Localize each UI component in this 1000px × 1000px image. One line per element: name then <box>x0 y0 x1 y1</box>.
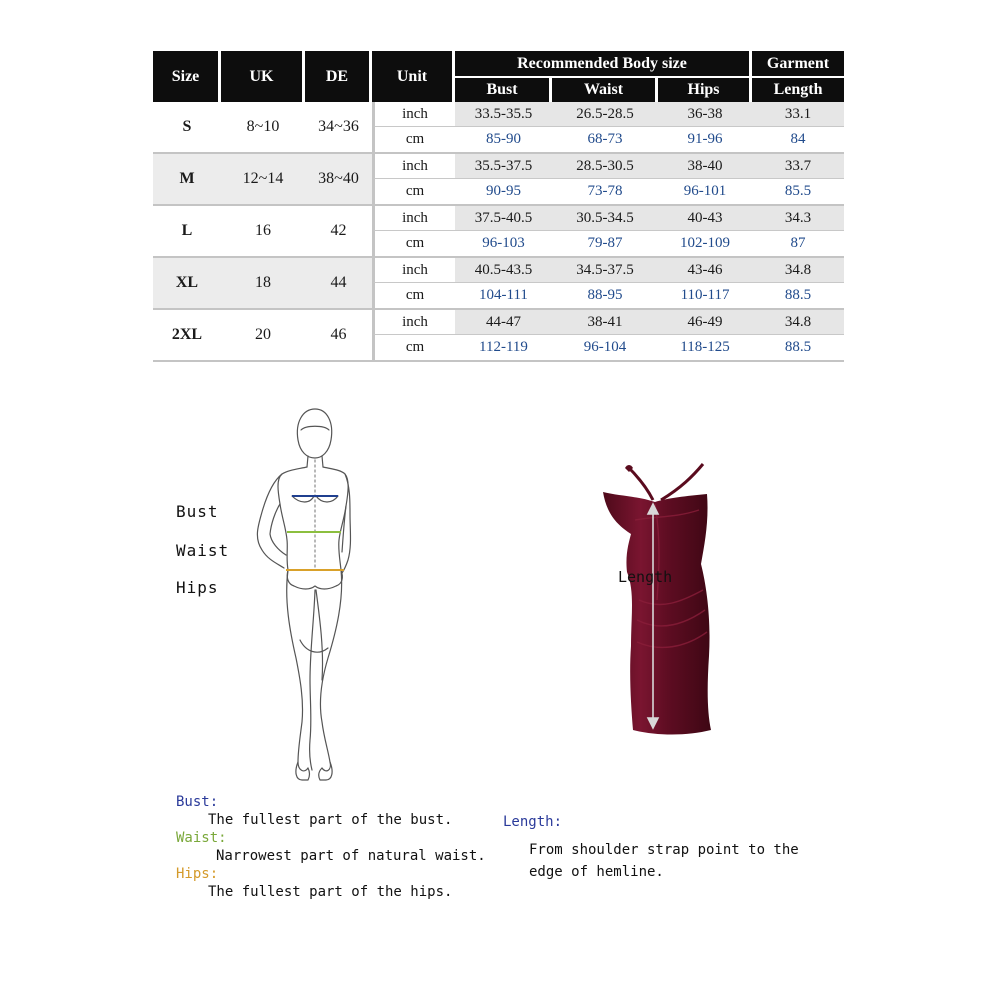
uk-cell: 12~14 <box>221 154 305 206</box>
length-cell: 34.8 <box>752 258 844 283</box>
waist-desc-title: Waist: <box>176 830 227 846</box>
length-desc-line2: edge of hemline. <box>529 864 664 880</box>
waist-desc-text: Narrowest part of natural waist. <box>216 848 486 864</box>
hips-cell: 43-46 <box>658 258 752 283</box>
hips-cell: 38-40 <box>658 154 752 179</box>
length-desc-line1: From shoulder strap point to the <box>529 842 799 858</box>
header-garment: Garment <box>752 51 844 76</box>
size-chart-table <box>153 51 844 362</box>
waist-cell: 79-87 <box>552 231 658 258</box>
unit-cell: cm <box>372 179 455 206</box>
bust-cell: 35.5-37.5 <box>455 154 552 179</box>
waist-cell: 68-73 <box>552 127 658 154</box>
waist-cell: 28.5-30.5 <box>552 154 658 179</box>
de-cell: 34~36 <box>305 102 372 154</box>
hips-cell: 118-125 <box>658 335 752 362</box>
waist-cell: 30.5-34.5 <box>552 206 658 231</box>
hips-cell: 102-109 <box>658 231 752 258</box>
size-cell: S <box>153 102 221 154</box>
header-recommended-body-size: Recommended Body size <box>455 51 752 76</box>
header-unit: Unit <box>372 51 455 102</box>
unit-cell: inch <box>372 310 455 335</box>
header-uk: UK <box>221 51 305 102</box>
bust-cell: 44-47 <box>455 310 552 335</box>
table-row <box>153 206 844 231</box>
length-cell: 34.3 <box>752 206 844 231</box>
waist-cell: 26.5-28.5 <box>552 102 658 127</box>
unit-cell: cm <box>372 127 455 154</box>
hips-desc-text: The fullest part of the hips. <box>208 884 453 900</box>
table-row <box>153 258 844 283</box>
table-row <box>153 102 844 127</box>
uk-cell: 16 <box>221 206 305 258</box>
hips-cell: 40-43 <box>658 206 752 231</box>
figure-label-hips: Hips <box>176 578 219 597</box>
waist-cell: 88-95 <box>552 283 658 310</box>
hips-cell: 96-101 <box>658 179 752 206</box>
unit-cell: inch <box>372 154 455 179</box>
bust-cell: 90-95 <box>455 179 552 206</box>
hips-desc-title: Hips: <box>176 866 219 882</box>
unit-cell: inch <box>372 206 455 231</box>
bust-cell: 85-90 <box>455 127 552 154</box>
hips-cell: 36-38 <box>658 102 752 127</box>
header-bust: Bust <box>455 76 552 102</box>
bust-desc-text: The fullest part of the bust. <box>208 812 453 828</box>
dress-figure <box>595 460 725 738</box>
header-de: DE <box>305 51 372 102</box>
size-cell: XL <box>153 258 221 310</box>
unit-cell: inch <box>372 102 455 127</box>
length-cell: 88.5 <box>752 283 844 310</box>
table-row <box>153 310 844 335</box>
header-length: Length <box>752 76 844 102</box>
waist-cell: 34.5-37.5 <box>552 258 658 283</box>
header-hips: Hips <box>658 76 752 102</box>
hips-cell: 91-96 <box>658 127 752 154</box>
unit-cell: cm <box>372 335 455 362</box>
de-cell: 42 <box>305 206 372 258</box>
waist-cell: 38-41 <box>552 310 658 335</box>
size-cell: M <box>153 154 221 206</box>
bust-cell: 112-119 <box>455 335 552 362</box>
unit-cell: cm <box>372 231 455 258</box>
bust-cell: 96-103 <box>455 231 552 258</box>
length-cell: 87 <box>752 231 844 258</box>
length-cell: 88.5 <box>752 335 844 362</box>
waist-cell: 96-104 <box>552 335 658 362</box>
header-waist: Waist <box>552 76 658 102</box>
bust-desc-title: Bust: <box>176 794 219 810</box>
length-desc-title: Length: <box>503 814 563 830</box>
unit-cell: cm <box>372 283 455 310</box>
size-cell: L <box>153 206 221 258</box>
uk-cell: 18 <box>221 258 305 310</box>
unit-cell: inch <box>372 258 455 283</box>
waist-cell: 73-78 <box>552 179 658 206</box>
table-row <box>153 154 844 179</box>
hips-cell: 46-49 <box>658 310 752 335</box>
bust-cell: 40.5-43.5 <box>455 258 552 283</box>
de-cell: 38~40 <box>305 154 372 206</box>
figure-label-bust: Bust <box>176 502 219 521</box>
body-measurement-figure <box>240 400 380 785</box>
bust-cell: 33.5-35.5 <box>455 102 552 127</box>
length-cell: 33.7 <box>752 154 844 179</box>
hips-cell: 110-117 <box>658 283 752 310</box>
size-cell: 2XL <box>153 310 221 362</box>
header-size: Size <box>153 51 221 102</box>
de-cell: 46 <box>305 310 372 362</box>
figure-label-waist: Waist <box>176 541 230 560</box>
bust-cell: 104-111 <box>455 283 552 310</box>
length-cell: 33.1 <box>752 102 844 127</box>
length-cell: 34.8 <box>752 310 844 335</box>
length-label: Length <box>618 568 673 586</box>
bust-cell: 37.5-40.5 <box>455 206 552 231</box>
length-cell: 85.5 <box>752 179 844 206</box>
uk-cell: 20 <box>221 310 305 362</box>
uk-cell: 8~10 <box>221 102 305 154</box>
de-cell: 44 <box>305 258 372 310</box>
length-cell: 84 <box>752 127 844 154</box>
